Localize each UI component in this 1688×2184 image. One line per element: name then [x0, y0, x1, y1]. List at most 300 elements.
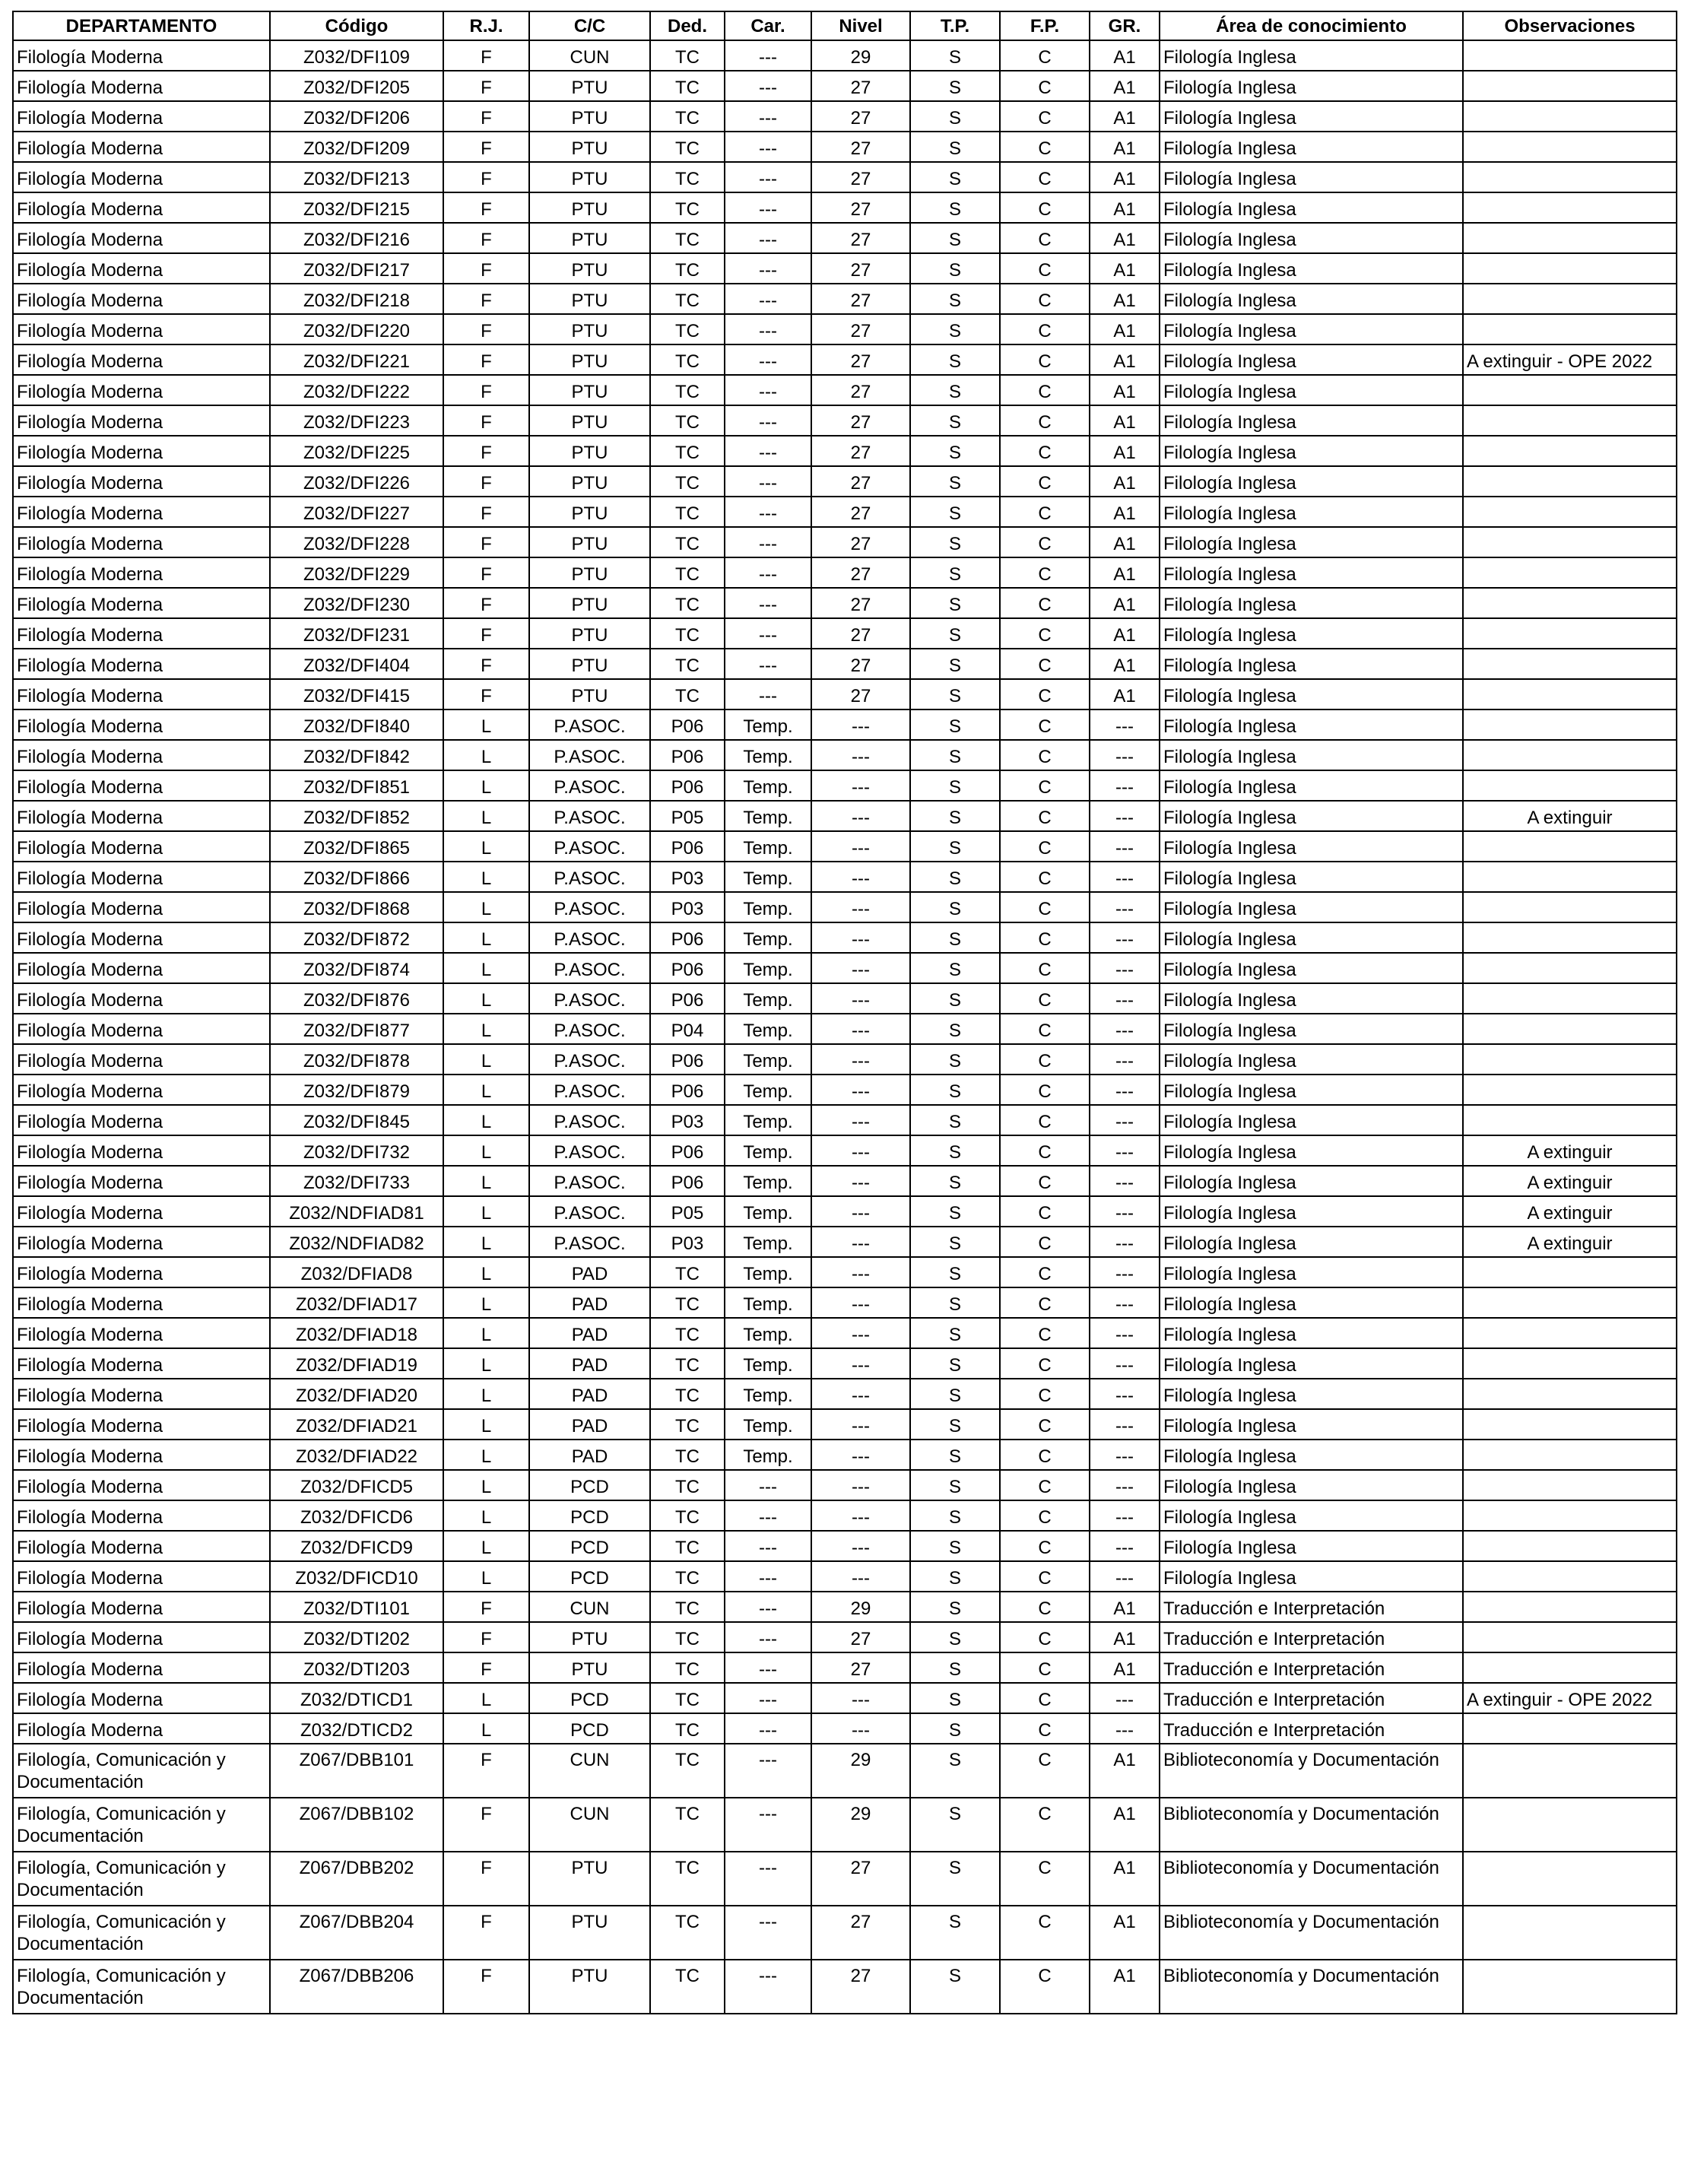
table-row: [13, 1561, 1677, 1592]
cell-car: Temp.: [725, 1196, 811, 1227]
cell-tp: S: [910, 740, 1000, 770]
cell-ded: TC: [650, 1683, 725, 1713]
table-row: [13, 740, 1677, 770]
cell-departamento: Filología Moderna: [13, 71, 270, 101]
cell-tp: S: [910, 466, 1000, 497]
cell-nivel: ---: [811, 922, 910, 953]
cell-observaciones: [1463, 1906, 1677, 1960]
cell-codigo: Z032/DFIAD22: [270, 1440, 443, 1470]
cell-fp: C: [1000, 466, 1090, 497]
cell-nivel: 27: [811, 618, 910, 649]
cell-nivel: ---: [811, 1348, 910, 1379]
cell-nivel: ---: [811, 983, 910, 1014]
cell-cc: P.ASOC.: [529, 1044, 650, 1075]
cell-rj: L: [443, 1227, 529, 1257]
cell-nivel: 27: [811, 284, 910, 314]
cell-departamento: Filología Moderna: [13, 1561, 270, 1592]
cell-tp: S: [910, 983, 1000, 1014]
cell-departamento: Filología Moderna: [13, 223, 270, 253]
cell-nivel: 27: [811, 1622, 910, 1652]
cell-fp: C: [1000, 557, 1090, 588]
cell-gr: A1: [1090, 344, 1160, 375]
cell-gr: A1: [1090, 1744, 1160, 1798]
cell-car: ---: [725, 527, 811, 557]
cell-fp: C: [1000, 101, 1090, 132]
cell-ded: TC: [650, 1622, 725, 1652]
cell-codigo: Z032/DFIAD20: [270, 1379, 443, 1409]
cell-fp: C: [1000, 1744, 1090, 1798]
cell-car: ---: [725, 405, 811, 436]
cell-tp: S: [910, 40, 1000, 71]
cell-cc: P.ASOC.: [529, 1075, 650, 1105]
cell-gr: ---: [1090, 1075, 1160, 1105]
cell-ded: TC: [650, 1531, 725, 1561]
table-row: [13, 1652, 1677, 1683]
cell-car: ---: [725, 557, 811, 588]
cell-observaciones: [1463, 1044, 1677, 1075]
cell-cc: PTU: [529, 71, 650, 101]
cell-departamento: Filología Moderna: [13, 862, 270, 892]
cell-rj: F: [443, 223, 529, 253]
cell-car: ---: [725, 1652, 811, 1683]
cell-car: ---: [725, 375, 811, 405]
cell-departamento: Filología Moderna: [13, 1166, 270, 1196]
cell-area: Filología Inglesa: [1160, 223, 1463, 253]
cell-observaciones: [1463, 1105, 1677, 1135]
cell-departamento: Filología Moderna: [13, 40, 270, 71]
cell-fp: C: [1000, 1652, 1090, 1683]
cell-observaciones: [1463, 375, 1677, 405]
cell-cc: PAD: [529, 1257, 650, 1287]
cell-tp: S: [910, 1318, 1000, 1348]
cell-departamento: Filología Moderna: [13, 1683, 270, 1713]
cell-cc: P.ASOC.: [529, 1227, 650, 1257]
cell-fp: C: [1000, 40, 1090, 71]
cell-cc: PTU: [529, 649, 650, 679]
cell-cc: P.ASOC.: [529, 892, 650, 922]
cell-rj: F: [443, 466, 529, 497]
cell-rj: L: [443, 1531, 529, 1561]
cell-departamento: Filología Moderna: [13, 344, 270, 375]
cell-gr: ---: [1090, 831, 1160, 862]
cell-ded: P06: [650, 922, 725, 953]
cell-codigo: Z067/DBB101: [270, 1744, 443, 1798]
cell-departamento: Filología Moderna: [13, 253, 270, 284]
cell-gr: A1: [1090, 466, 1160, 497]
cell-tp: S: [910, 922, 1000, 953]
table-row: [13, 1196, 1677, 1227]
cell-codigo: Z032/DFI231: [270, 618, 443, 649]
cell-area: Filología Inglesa: [1160, 71, 1463, 101]
cell-cc: PTU: [529, 497, 650, 527]
cell-ded: TC: [650, 1287, 725, 1318]
table-row: [13, 983, 1677, 1014]
cell-car: Temp.: [725, 740, 811, 770]
cell-cc: PCD: [529, 1470, 650, 1500]
cell-gr: A1: [1090, 71, 1160, 101]
cell-observaciones: [1463, 40, 1677, 71]
cell-rj: L: [443, 1075, 529, 1105]
cell-fp: C: [1000, 1561, 1090, 1592]
cell-departamento: Filología Moderna: [13, 466, 270, 497]
cell-rj: F: [443, 40, 529, 71]
cell-observaciones: [1463, 466, 1677, 497]
table-row: [13, 284, 1677, 314]
cell-departamento: Filología, Comunicación y Documentación: [13, 1960, 270, 2014]
cell-cc: PTU: [529, 223, 650, 253]
cell-cc: PTU: [529, 162, 650, 192]
table-row: [13, 1531, 1677, 1561]
cell-departamento: Filología Moderna: [13, 375, 270, 405]
cell-rj: L: [443, 1561, 529, 1592]
cell-gr: A1: [1090, 436, 1160, 466]
cell-area: Filología Inglesa: [1160, 101, 1463, 132]
col-header-tp: T.P.: [910, 11, 1000, 40]
cell-area: Filología Inglesa: [1160, 588, 1463, 618]
cell-nivel: 27: [811, 527, 910, 557]
table-row: [13, 436, 1677, 466]
cell-gr: ---: [1090, 1440, 1160, 1470]
cell-area: Filología Inglesa: [1160, 953, 1463, 983]
cell-rj: L: [443, 1500, 529, 1531]
cell-cc: PTU: [529, 588, 650, 618]
table-row: [13, 1440, 1677, 1470]
cell-fp: C: [1000, 1166, 1090, 1196]
cell-area: Filología Inglesa: [1160, 344, 1463, 375]
cell-fp: C: [1000, 284, 1090, 314]
table-row: [13, 1744, 1677, 1798]
cell-ded: TC: [650, 436, 725, 466]
cell-departamento: Filología Moderna: [13, 1044, 270, 1075]
cell-tp: S: [910, 1683, 1000, 1713]
cell-observaciones: [1463, 436, 1677, 466]
cell-tp: S: [910, 1470, 1000, 1500]
col-header-rj: R.J.: [443, 11, 529, 40]
cell-codigo: Z032/DFI732: [270, 1135, 443, 1166]
cell-cc: PTU: [529, 284, 650, 314]
cell-ded: TC: [650, 649, 725, 679]
cell-ded: TC: [650, 71, 725, 101]
cell-rj: L: [443, 1318, 529, 1348]
cell-observaciones: A extinguir - OPE 2022: [1463, 1683, 1677, 1713]
cell-ded: P04: [650, 1014, 725, 1044]
cell-fp: C: [1000, 162, 1090, 192]
cell-rj: F: [443, 618, 529, 649]
cell-rj: F: [443, 1906, 529, 1960]
cell-tp: S: [910, 1622, 1000, 1652]
cell-departamento: Filología Moderna: [13, 831, 270, 862]
cell-tp: S: [910, 1592, 1000, 1622]
cell-tp: S: [910, 1257, 1000, 1287]
cell-rj: F: [443, 162, 529, 192]
cell-tp: S: [910, 132, 1000, 162]
cell-rj: F: [443, 497, 529, 527]
cell-codigo: Z032/DFI218: [270, 284, 443, 314]
cell-tp: S: [910, 862, 1000, 892]
cell-fp: C: [1000, 862, 1090, 892]
cell-area: Filología Inglesa: [1160, 679, 1463, 709]
cell-car: Temp.: [725, 1075, 811, 1105]
cell-cc: PAD: [529, 1318, 650, 1348]
cell-ded: TC: [650, 1318, 725, 1348]
cell-codigo: Z067/DBB102: [270, 1798, 443, 1852]
cell-rj: L: [443, 1379, 529, 1409]
cell-tp: S: [910, 1135, 1000, 1166]
cell-codigo: Z032/DFI217: [270, 253, 443, 284]
cell-rj: L: [443, 953, 529, 983]
cell-departamento: Filología Moderna: [13, 892, 270, 922]
cell-fp: C: [1000, 740, 1090, 770]
cell-cc: P.ASOC.: [529, 1105, 650, 1135]
cell-gr: A1: [1090, 1798, 1160, 1852]
cell-area: Filología Inglesa: [1160, 983, 1463, 1014]
cell-gr: ---: [1090, 1683, 1160, 1713]
cell-car: Temp.: [725, 801, 811, 831]
cell-tp: S: [910, 1744, 1000, 1798]
table-row: [13, 922, 1677, 953]
cell-car: Temp.: [725, 1166, 811, 1196]
cell-gr: ---: [1090, 953, 1160, 983]
cell-tp: S: [910, 223, 1000, 253]
cell-car: ---: [725, 1906, 811, 1960]
cell-nivel: 27: [811, 223, 910, 253]
cell-cc: P.ASOC.: [529, 1196, 650, 1227]
table-row: [13, 1166, 1677, 1196]
cell-rj: L: [443, 983, 529, 1014]
cell-nivel: 27: [811, 436, 910, 466]
cell-gr: A1: [1090, 649, 1160, 679]
cell-area: Filología Inglesa: [1160, 649, 1463, 679]
cell-area: Filología Inglesa: [1160, 1075, 1463, 1105]
cell-ded: P05: [650, 1196, 725, 1227]
cell-codigo: Z032/DTICD1: [270, 1683, 443, 1713]
cell-departamento: Filología Moderna: [13, 1135, 270, 1166]
cell-rj: F: [443, 527, 529, 557]
cell-gr: ---: [1090, 1227, 1160, 1257]
cell-fp: C: [1000, 1196, 1090, 1227]
cell-area: Filología Inglesa: [1160, 1500, 1463, 1531]
cell-observaciones: [1463, 770, 1677, 801]
table-row: [13, 1227, 1677, 1257]
cell-codigo: Z032/DFI223: [270, 405, 443, 436]
table-row: [13, 557, 1677, 588]
cell-cc: PAD: [529, 1440, 650, 1470]
cell-ded: P06: [650, 1044, 725, 1075]
cell-cc: PTU: [529, 1960, 650, 2014]
staff-positions-table: [12, 11, 1677, 2014]
cell-car: ---: [725, 1744, 811, 1798]
cell-observaciones: [1463, 557, 1677, 588]
cell-tp: S: [910, 1287, 1000, 1318]
cell-nivel: ---: [811, 1500, 910, 1531]
cell-tp: S: [910, 1561, 1000, 1592]
cell-cc: P.ASOC.: [529, 922, 650, 953]
table-row: [13, 1105, 1677, 1135]
cell-nivel: 27: [811, 1906, 910, 1960]
cell-area: Filología Inglesa: [1160, 709, 1463, 740]
cell-car: ---: [725, 284, 811, 314]
cell-gr: A1: [1090, 618, 1160, 649]
cell-departamento: Filología Moderna: [13, 1105, 270, 1135]
cell-car: Temp.: [725, 1227, 811, 1257]
cell-nivel: ---: [811, 1561, 910, 1592]
cell-nivel: ---: [811, 1409, 910, 1440]
cell-rj: L: [443, 1044, 529, 1075]
cell-nivel: 27: [811, 588, 910, 618]
cell-fp: C: [1000, 709, 1090, 740]
cell-tp: S: [910, 557, 1000, 588]
table-row: [13, 1852, 1677, 1906]
cell-area: Filología Inglesa: [1160, 1561, 1463, 1592]
cell-area: Filología Inglesa: [1160, 162, 1463, 192]
cell-nivel: 27: [811, 1960, 910, 2014]
cell-tp: S: [910, 1852, 1000, 1906]
table-row: [13, 1075, 1677, 1105]
cell-area: Filología Inglesa: [1160, 1379, 1463, 1409]
cell-departamento: Filología Moderna: [13, 1500, 270, 1531]
cell-rj: F: [443, 588, 529, 618]
cell-fp: C: [1000, 1500, 1090, 1531]
cell-departamento: Filología Moderna: [13, 405, 270, 436]
cell-fp: C: [1000, 253, 1090, 284]
col-header-car: Car.: [725, 11, 811, 40]
cell-observaciones: [1463, 1561, 1677, 1592]
col-header-nivel: Nivel: [811, 11, 910, 40]
table-row: [13, 1906, 1677, 1960]
table-row: [13, 101, 1677, 132]
cell-gr: A1: [1090, 1906, 1160, 1960]
cell-area: Filología Inglesa: [1160, 284, 1463, 314]
cell-departamento: Filología Moderna: [13, 709, 270, 740]
cell-cc: PAD: [529, 1287, 650, 1318]
cell-tp: S: [910, 1379, 1000, 1409]
cell-gr: ---: [1090, 1470, 1160, 1500]
cell-cc: PTU: [529, 1906, 650, 1960]
cell-departamento: Filología Moderna: [13, 953, 270, 983]
cell-rj: F: [443, 344, 529, 375]
cell-fp: C: [1000, 436, 1090, 466]
table-row: [13, 466, 1677, 497]
cell-car: ---: [725, 344, 811, 375]
cell-area: Filología Inglesa: [1160, 557, 1463, 588]
table-row: [13, 1960, 1677, 2014]
cell-car: ---: [725, 618, 811, 649]
cell-area: Filología Inglesa: [1160, 1196, 1463, 1227]
cell-area: Filología Inglesa: [1160, 1105, 1463, 1135]
col-header-observaciones: Observaciones: [1463, 11, 1677, 40]
cell-codigo: Z032/DFI205: [270, 71, 443, 101]
cell-rj: L: [443, 1470, 529, 1500]
cell-rj: F: [443, 314, 529, 344]
cell-car: Temp.: [725, 831, 811, 862]
cell-tp: S: [910, 1075, 1000, 1105]
cell-gr: A1: [1090, 497, 1160, 527]
cell-observaciones: [1463, 132, 1677, 162]
cell-ded: TC: [650, 101, 725, 132]
cell-car: Temp.: [725, 1135, 811, 1166]
cell-ded: TC: [650, 588, 725, 618]
cell-rj: L: [443, 1287, 529, 1318]
cell-car: Temp.: [725, 770, 811, 801]
cell-gr: A1: [1090, 1852, 1160, 1906]
cell-area: Filología Inglesa: [1160, 1409, 1463, 1440]
table-row: [13, 527, 1677, 557]
cell-codigo: Z032/DFI877: [270, 1014, 443, 1044]
cell-observaciones: A extinguir: [1463, 1135, 1677, 1166]
cell-car: Temp.: [725, 709, 811, 740]
cell-observaciones: [1463, 1592, 1677, 1622]
cell-fp: C: [1000, 1798, 1090, 1852]
cell-nivel: 27: [811, 679, 910, 709]
cell-ded: TC: [650, 1379, 725, 1409]
cell-fp: C: [1000, 1379, 1090, 1409]
cell-gr: A1: [1090, 162, 1160, 192]
cell-cc: PAD: [529, 1409, 650, 1440]
cell-fp: C: [1000, 618, 1090, 649]
cell-car: ---: [725, 132, 811, 162]
cell-area: Filología Inglesa: [1160, 922, 1463, 953]
cell-tp: S: [910, 1906, 1000, 1960]
cell-fp: C: [1000, 497, 1090, 527]
cell-departamento: Filología Moderna: [13, 1257, 270, 1287]
cell-codigo: Z032/DFI879: [270, 1075, 443, 1105]
cell-area: Biblioteconomía y Documentación: [1160, 1744, 1463, 1798]
cell-car: ---: [725, 253, 811, 284]
cell-codigo: Z032/DTI101: [270, 1592, 443, 1622]
cell-rj: L: [443, 1683, 529, 1713]
table-row: [13, 344, 1677, 375]
cell-fp: C: [1000, 679, 1090, 709]
cell-codigo: Z032/DFI878: [270, 1044, 443, 1075]
cell-area: Filología Inglesa: [1160, 770, 1463, 801]
cell-cc: PTU: [529, 405, 650, 436]
cell-observaciones: [1463, 1257, 1677, 1287]
cell-tp: S: [910, 1044, 1000, 1075]
cell-cc: PTU: [529, 1652, 650, 1683]
cell-codigo: Z032/NDFIAD82: [270, 1227, 443, 1257]
cell-cc: PTU: [529, 1852, 650, 1906]
document-page: [12, 11, 1676, 2014]
table-row: [13, 1044, 1677, 1075]
cell-gr: ---: [1090, 983, 1160, 1014]
cell-ded: TC: [650, 1852, 725, 1906]
cell-cc: PTU: [529, 192, 650, 223]
cell-rj: L: [443, 1196, 529, 1227]
cell-observaciones: [1463, 588, 1677, 618]
table-row: [13, 649, 1677, 679]
cell-departamento: Filología Moderna: [13, 101, 270, 132]
cell-fp: C: [1000, 405, 1090, 436]
cell-tp: S: [910, 709, 1000, 740]
table-row: [13, 1798, 1677, 1852]
cell-ded: P06: [650, 1135, 725, 1166]
cell-gr: A1: [1090, 588, 1160, 618]
cell-cc: P.ASOC.: [529, 740, 650, 770]
cell-ded: TC: [650, 1470, 725, 1500]
cell-ded: P06: [650, 1166, 725, 1196]
cell-area: Biblioteconomía y Documentación: [1160, 1798, 1463, 1852]
cell-fp: C: [1000, 1075, 1090, 1105]
cell-ded: P03: [650, 892, 725, 922]
table-row: [13, 1287, 1677, 1318]
cell-departamento: Filología Moderna: [13, 1409, 270, 1440]
cell-area: Filología Inglesa: [1160, 1531, 1463, 1561]
cell-gr: A1: [1090, 132, 1160, 162]
cell-observaciones: [1463, 892, 1677, 922]
table-row: [13, 953, 1677, 983]
cell-codigo: Z032/DFI851: [270, 770, 443, 801]
cell-codigo: Z032/DFI415: [270, 679, 443, 709]
